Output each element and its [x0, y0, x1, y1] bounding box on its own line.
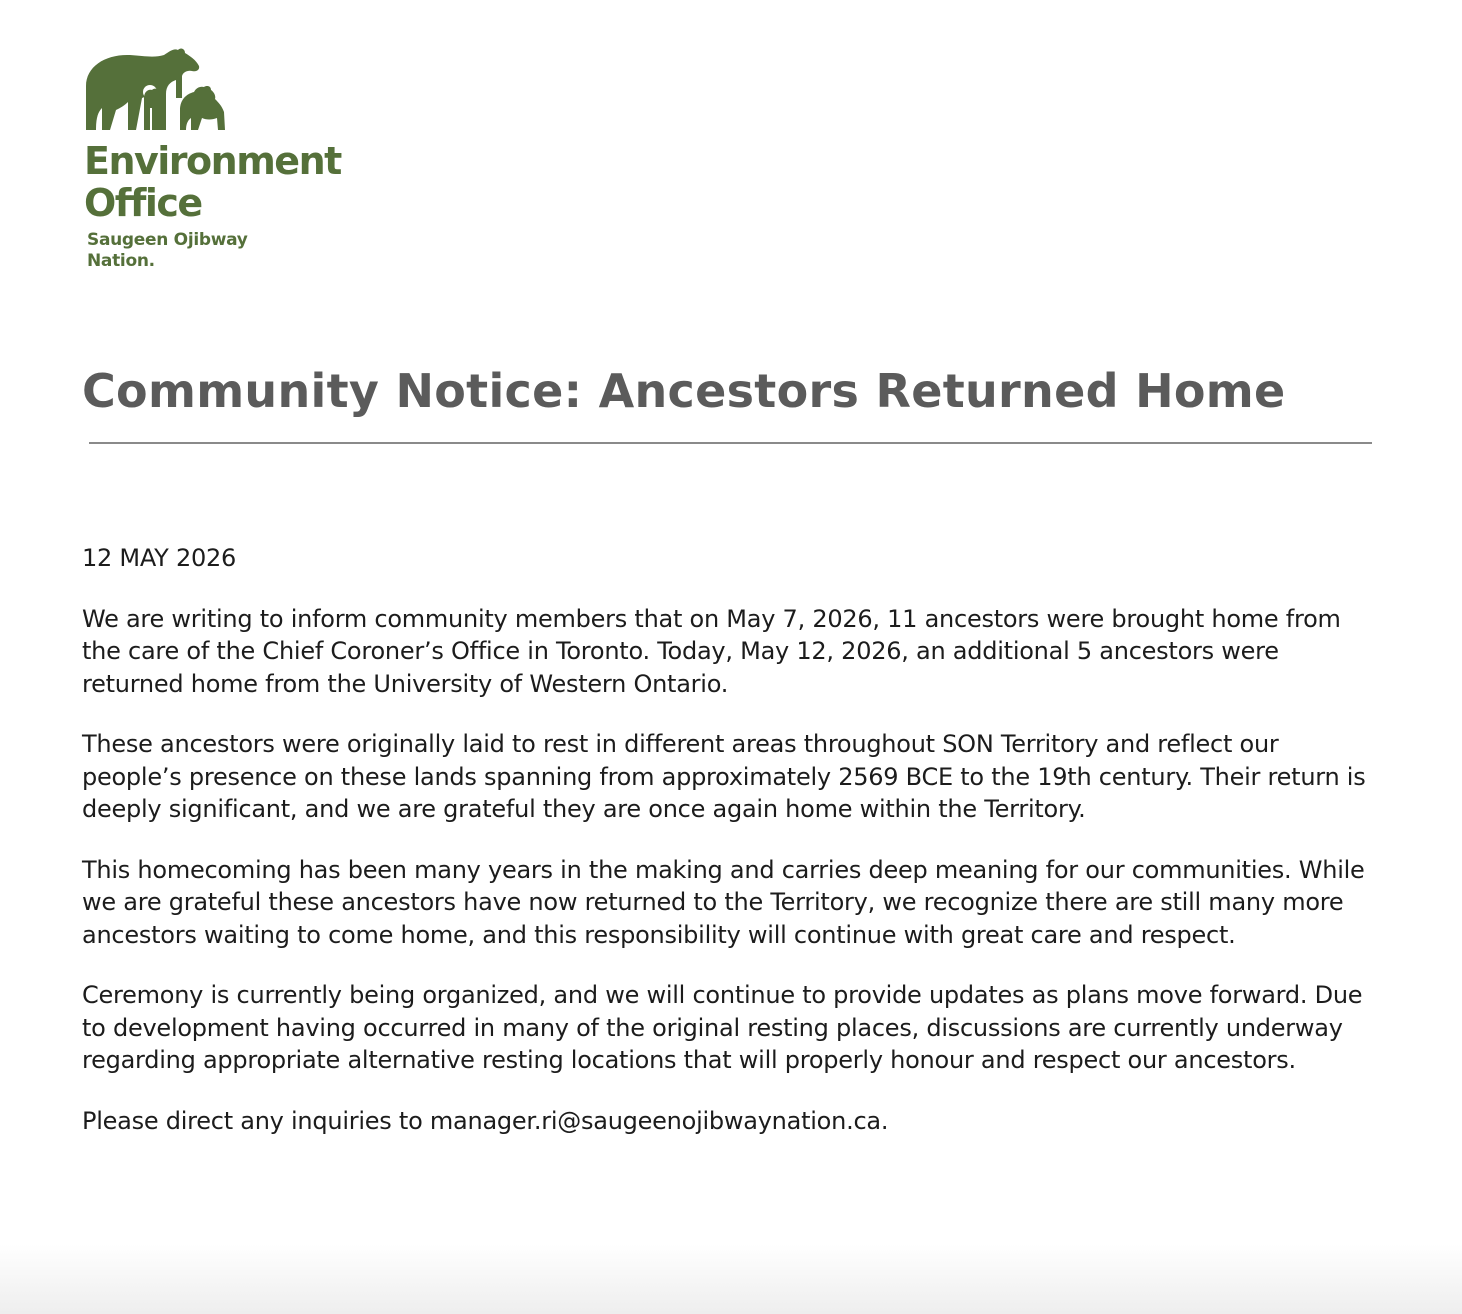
logo-text-nation: Nation. — [87, 251, 155, 271]
bear-family-icon — [84, 46, 230, 132]
logo-text-environment: Environment — [84, 139, 341, 183]
title-divider — [89, 442, 1372, 444]
contact-paragraph: Please direct any inquiries to manager.ri@saugeenojibwaynation.ca. — [82, 1106, 889, 1135]
notice-title: Community Notice: Ancestors Returned Home — [82, 364, 1286, 418]
logo-text-office: Office — [84, 181, 202, 225]
paragraph-4: Ceremony is currently being organized, and we will continue to provide updates as plans move forward. Due to development having occurred in many of the original resting places, discussions are currently underway regarding appropriate alternative resting locations that will properly honour and respect our ancestors. — [82, 981, 1363, 1074]
notice-date: 12 MAY 2026 — [82, 544, 237, 572]
environment-office-logo — [84, 46, 344, 272]
paragraph-1: We are writing to inform community members that on May 7, 2026, 11 ancestors were brought home from the care of the Chief Coroner’s Office in Toronto. Today, May 12, 2026, an additional 5 ancestors were returned home from the University of Western Ontario. — [82, 604, 1341, 698]
notice-body — [82, 542, 1382, 1165]
logo-text-saugeen-ojibway: Saugeen Ojibway — [87, 230, 248, 250]
page-bottom-shadow — [0, 1244, 1462, 1314]
paragraph-3: This homecoming has been many years in the making and carries deep meaning for our communities. While we are grateful these ancestors have now returned to the Territory, we recognize there are still many more ancestors waiting to come home, and this responsibility will continue with great care and respect. — [82, 855, 1365, 949]
paragraph-2: These ancestors were originally laid to rest in different areas throughout SON Territory and reflect our people’s presence on these lands spanning from approximately 2569 BCE to the 19th century. Their return is deeply significant, and we are grateful they are once again home within the Territory. — [82, 730, 1366, 823]
